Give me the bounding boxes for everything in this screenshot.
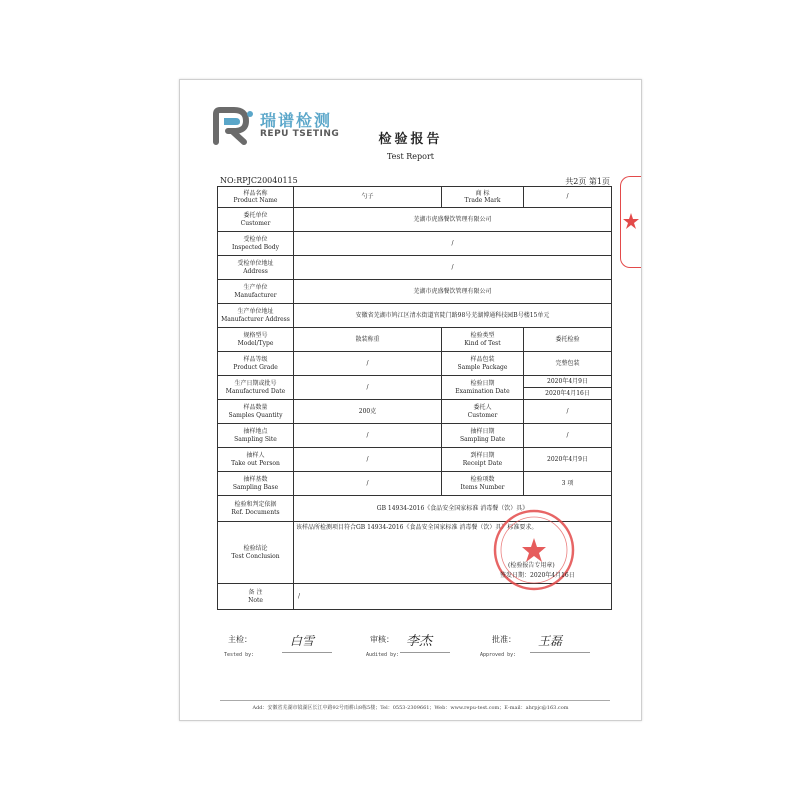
issue-date: 签发日期：2020年4月16日 [500, 572, 575, 579]
tested-by-label: 主检： [228, 635, 252, 644]
footer-address: Add：安徽省芜湖市镜湖区长江中路92号雨耕山8栋5楼；Tel：0553-2309661；Web：www.repu-test.com；E-mail：ahrpjc@163.com [252, 705, 569, 711]
table-row [218, 522, 612, 584]
table-row [218, 424, 612, 448]
take-out-person-label: 抽样人 Take out Person [218, 448, 294, 472]
table-row [218, 400, 612, 424]
note-value: / [294, 584, 612, 610]
signature-line [530, 652, 590, 653]
receipt-date-label: 到样日期 Receipt Date [442, 448, 524, 472]
customer2-value: / [524, 400, 612, 424]
manufactured-date-label: 生产日期或批号 Manufactured Date [218, 376, 294, 400]
customer-value: 芜湖市虎盛餐饮管理有限公司 [294, 208, 612, 232]
sampling-base-value: / [294, 472, 442, 496]
table-row [218, 304, 612, 328]
customer2-label: 委托人 Customer [442, 400, 524, 424]
report-table [217, 186, 612, 610]
table-row [218, 280, 612, 304]
manufacturer-value: 芜湖市虎盛餐饮管理有限公司 [294, 280, 612, 304]
approved-by-signature: 王磊 [538, 634, 563, 648]
table-row [218, 376, 612, 388]
signature-line [282, 652, 332, 653]
model-label: 规格型号 Model/Type [218, 328, 294, 352]
items-number-label: 检验项数 Items Number [442, 472, 524, 496]
items-number-value: 3 项 [524, 472, 612, 496]
product-name-value: 勺子 [294, 187, 442, 208]
report-title: 检验报告 [378, 132, 443, 147]
test-conclusion-value: 该样品所检测项目符合GB 14934-2016《食品安全国家标准 消毒餐（饮）具》标准要求。 [296, 524, 538, 531]
table-row [218, 256, 612, 280]
page-count: 共2页 第1页 [565, 177, 610, 186]
logo-english: REPU TSETING [260, 129, 340, 139]
approved-by-english: Approved by: [480, 652, 517, 658]
manufacturer-address-value: 安徽省芜湖市鸠江区清水街道官陡门路98号芜湖博通科技园B号楼15单元 [294, 304, 612, 328]
product-grade-value: / [294, 352, 442, 376]
table-row [218, 448, 612, 472]
sampling-date-label: 抽样日期 Sampling Date [442, 424, 524, 448]
sampling-site-label: 抽样地点 Sampling Site [218, 424, 294, 448]
audited-by-label: 审核： [370, 635, 394, 644]
table-row [218, 187, 612, 208]
manufactured-date-value: / [294, 376, 442, 400]
examination-date-label: 检验日期 Examination Date [442, 376, 524, 400]
table-row [218, 352, 612, 376]
model-value: 散装称重 [294, 328, 442, 352]
audited-by-english: Audited by: [366, 652, 400, 658]
report-number: NO:RPJC20040115 [220, 176, 298, 185]
table-row [218, 208, 612, 232]
product-grade-label: 样品等级 Product Grade [218, 352, 294, 376]
table-row [218, 232, 612, 256]
kind-of-test-label: 检验类型 Kind of Test [442, 328, 524, 352]
sampling-date-value: / [524, 424, 612, 448]
footer-divider [220, 700, 610, 701]
sampling-site-value: / [294, 424, 442, 448]
inspected-body-value: / [294, 232, 612, 256]
product-name-label: 样品名称 Product Name [218, 187, 294, 208]
table-row [218, 328, 612, 352]
seal-caption: (检验报告专用章) [508, 562, 555, 569]
trade-mark-value: / [524, 187, 612, 208]
ref-documents-value: GB 14934-2016《食品安全国家标准 消毒餐（饮）具》 [294, 496, 612, 522]
audited-by-signature: 李杰 [406, 634, 433, 649]
table-row [218, 472, 612, 496]
tested-by-english: Tested by: [224, 652, 255, 658]
tested-by-signature: 白雪 [290, 634, 315, 648]
receipt-date-value: 2020年4月9日 [524, 448, 612, 472]
signature-line [400, 652, 450, 653]
approved-by-label: 批准： [492, 635, 516, 644]
ref-documents-label: 检验和判定依据 Ref. Documents [218, 496, 294, 522]
logo-chinese: 瑞谱检测 [260, 111, 333, 130]
note-label: 备 注 Note [218, 584, 294, 610]
examination-date-end: 2020年4月16日 [524, 388, 612, 400]
address-label: 受检单位地址 Address [218, 256, 294, 280]
signature-area [180, 634, 641, 674]
take-out-person-value: / [294, 448, 442, 472]
inspected-body-label: 受检单位 Inspected Body [218, 232, 294, 256]
manufacturer-address-label: 生产单位地址 Manufacturer Address [218, 304, 294, 328]
sampling-base-label: 抽样基数 Sampling Base [218, 472, 294, 496]
page-seam-stamp-icon [620, 176, 641, 268]
official-seal-icon [492, 508, 576, 592]
test-conclusion-cell [294, 522, 612, 584]
sample-package-value: 完整包装 [524, 352, 612, 376]
address-value: / [294, 256, 612, 280]
examination-date-start: 2020年4月9日 [524, 376, 612, 388]
samples-quantity-label: 样品数量 Samples Quantity [218, 400, 294, 424]
report-subtitle: Test Report [386, 152, 435, 161]
trade-mark-label: 商 标 Trade Mark [442, 187, 524, 208]
report-page [179, 79, 642, 721]
samples-quantity-value: 200克 [294, 400, 442, 424]
customer-label: 委托单位 Customer [218, 208, 294, 232]
test-conclusion-label: 检验结论 Test Conclusion [218, 522, 294, 584]
manufacturer-label: 生产单位 Manufacturer [218, 280, 294, 304]
kind-of-test-value: 委托检验 [524, 328, 612, 352]
sample-package-label: 样品包装 Sample Package [442, 352, 524, 376]
